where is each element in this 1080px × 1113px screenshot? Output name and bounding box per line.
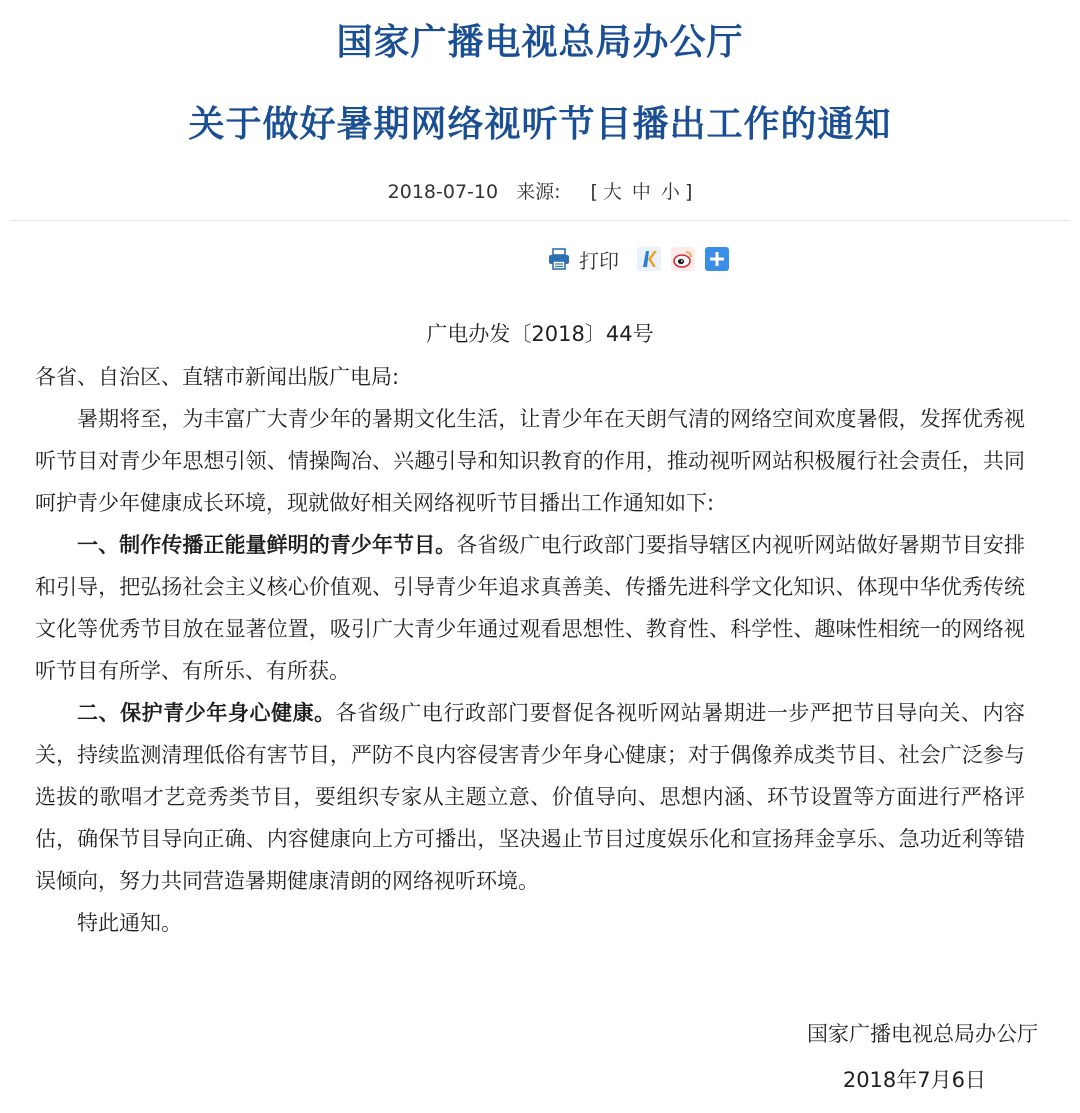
share-tencent-icon[interactable] [637,247,661,271]
article-meta [0,177,1080,204]
sign-date: 2018年7月6日 [842,1068,986,1092]
page-title-line1: 国家广播电视总局办公厅 [336,22,744,63]
document-body [35,398,1025,944]
font-size-medium-link[interactable]: 中 [631,181,651,203]
font-size-small-link[interactable]: 小 [660,181,680,203]
header-divider [10,220,1070,221]
section-1-heading: 一、制作传播正能量鲜明的青少年节目。 [77,533,457,557]
section-1-body: 各省级广电行政部门要指导辖区内视听网站做好暑期节目安排和引导，把弘扬社会主义核心价值观、引导青少年追求真善美、传播先进科学文化知识、体现中华优秀传统文化等优秀节目放在显著位置，吸引广大青少年通过观看思想性、教育性、科学性、趣味性相统一的网络视听节目有所学、有所乐、有所获。 [35,533,1026,683]
article-toolbar [547,243,729,275]
section-2-body: 各省级广电行政部门要督促各视听网站暑期进一步严把节目导向关、内容关，持续监测清理低俗有害节目，严防不良内容侵害青少年身心健康；对于偶像养成类节目、社会广泛参与选拔的歌唱才艺竞秀类节目，要组织专家从主题立意、价值导向、思想内涵、环节设置等方面进行严格评估，确保节目导向正确、内容健康向上方可播出，坚决遏止节目过度娱乐化和宣扬拜金享乐、急功近利等错误倾向，努力共同营造暑期健康清朗的网络视听环境。 [35,701,1026,893]
share-more-icon[interactable] [705,247,729,271]
addressee: 各省、自治区、直辖市新闻出版广电局: [35,365,400,389]
share-weibo-icon[interactable] [671,247,695,271]
source-label: 来源: [516,181,561,203]
section-1-paragraph [35,524,1025,692]
font-size-large-link[interactable]: 大 [602,181,622,203]
section-2-paragraph [35,692,1025,902]
print-link[interactable]: 打印 [579,248,619,273]
print-icon[interactable] [547,247,571,271]
document-number: 广电办发〔2018〕44号 [426,322,654,346]
section-2-heading: 二、保护青少年身心健康。 [77,701,336,725]
font-size-bracket-open: [ [590,181,598,203]
closing-paragraph: 特此通知。 [77,911,182,935]
signatory: 国家广播电视总局办公厅 [807,1022,1038,1046]
intro-paragraph: 暑期将至，为丰富广大青少年的暑期文化生活，让青少年在天朗气清的网络空间欢度暑假，发挥优秀视听节目对青少年思想引领、情操陶冶、兴趣引导和知识教育的作用，推动视听网站积极履行社会责任，共同呵护青少年健康成长环境，现就做好相关网络视听节目播出工作通知如下: [35,407,1025,515]
page-title-line2: 关于做好暑期网络视听节目播出工作的通知 [188,104,892,145]
publish-date: 2018-07-10 [387,181,499,203]
font-size-bracket-close: ] [684,181,693,203]
